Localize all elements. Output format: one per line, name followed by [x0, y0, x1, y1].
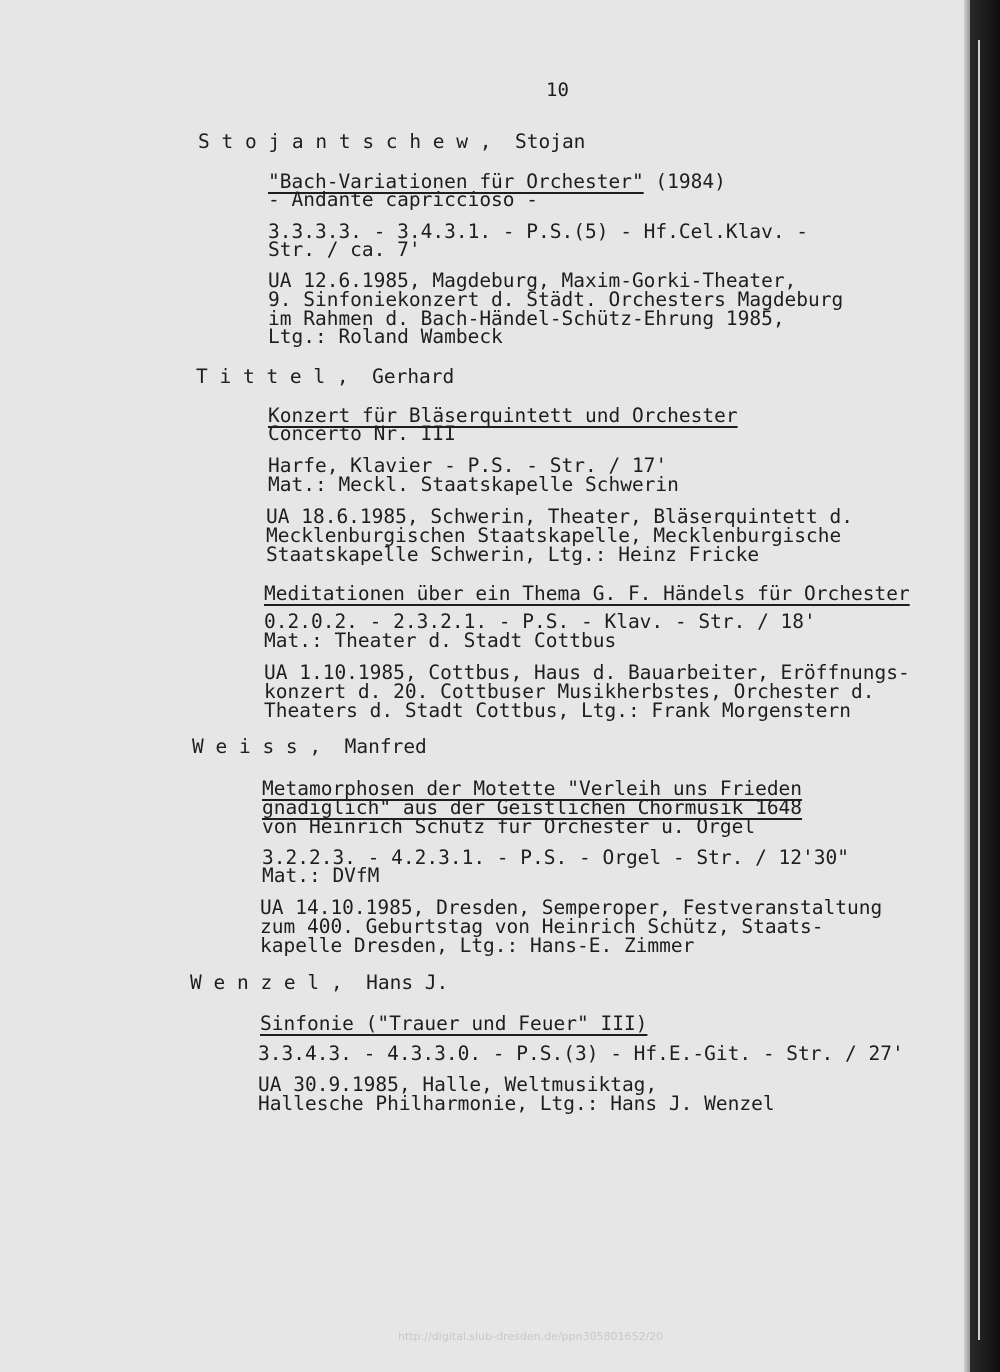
premiere-line: UA 14.10.1985, Dresden, Semperoper, Festveranstaltung	[260, 896, 883, 919]
premiere-line: Theaters d. Stadt Cottbus, Ltg.: Frank Morgenstern	[264, 699, 851, 722]
premiere-line: zum 400. Geburtstag von Heinrich Schütz, Staats-	[260, 915, 824, 938]
instrumentation-line: 3.3.3.3. - 3.4.3.1. - P.S.(5) - Hf.Cel.Klav. -	[268, 220, 809, 243]
work-title: Sinfonie ("Trauer und Feuer" III)	[260, 1012, 648, 1035]
instrumentation-line: Str. / ca. 7'	[268, 238, 421, 261]
instrumentation-line: 3.3.4.3. - 4.3.3.0. - P.S.(3) - Hf.E.-Git. - Str. / 27'	[258, 1042, 904, 1065]
book-edge	[970, 0, 1000, 1372]
work-subtitle: - Andante capriccioso -	[268, 188, 539, 211]
work-title: Metamorphosen der Motette "Verleih uns Frieden	[262, 777, 803, 800]
instrumentation-line: Mat.: Theater d. Stadt Cottbus	[264, 629, 617, 652]
work-title-text: "Bach-Variationen für Orchester"	[268, 170, 644, 193]
composer-name: T i t t e l , Gerhard	[196, 365, 455, 388]
composer-name: W e i s s , Manfred	[192, 735, 427, 758]
premiere-line: UA 1.10.1985, Cottbus, Haus d. Bauarbeiter, Eröffnungs-	[264, 661, 910, 684]
composer-name: W e n z e l , Hans J.	[190, 971, 449, 994]
work-title-cont: gnädiglich" aus der Geistlichen Chormusik 1648	[262, 796, 803, 819]
premiere-line: Mecklenburgischen Staatskapelle, Mecklenburgische	[266, 524, 842, 547]
book-edge-highlight	[978, 40, 980, 1340]
instrumentation-line: Mat.: Meckl. Staatskapelle Schwerin	[268, 473, 679, 496]
premiere-line: 9. Sinfoniekonzert d. Städt. Orchesters Magdeburg	[268, 288, 844, 311]
work-title: Konzert für Bläserquintett und Orchester	[268, 404, 738, 427]
composer-name: S t o j a n t s c h e w , Stojan	[198, 130, 586, 153]
premiere-line: UA 12.6.1985, Magdeburg, Maxim-Gorki-Theater,	[268, 269, 797, 292]
work-subtitle: Concerto Nr. III	[268, 422, 456, 445]
premiere-line: Hallesche Philharmonie, Ltg.: Hans J. Wenzel	[258, 1092, 775, 1115]
instrumentation-line: 0.2.0.2. - 2.3.2.1. - P.S. - Klav. - Str. / 18'	[264, 610, 816, 633]
premiere-line: UA 18.6.1985, Schwerin, Theater, Bläserquintett d.	[266, 505, 853, 528]
instrumentation-line: 3.2.2.3. - 4.2.3.1. - P.S. - Orgel - Str. / 12'30"	[262, 846, 849, 869]
premiere-line: kapelle Dresden, Ltg.: Hans-E. Zimmer	[260, 934, 695, 957]
instrumentation-line: Harfe, Klavier - P.S. - Str. / 17'	[268, 454, 668, 477]
page-number: 10	[546, 79, 569, 101]
premiere-line: konzert d. 20. Cottbuser Musikherbstes, Orchester d.	[264, 680, 875, 703]
work-title: Meditationen über ein Thema G. F. Händels für Orchester	[264, 582, 910, 605]
premiere-line: Ltg.: Roland Wambeck	[268, 325, 503, 348]
premiere-line: UA 30.9.1985, Halle, Weltmusiktag,	[258, 1073, 658, 1096]
source-url: http://digital.slub-dresden.de/ppn305801652/20	[398, 1330, 664, 1343]
instrumentation-line: Mat.: DVfM	[262, 864, 380, 887]
work-subtitle: von Heinrich Schütz für Orchester u. Orgel	[262, 815, 756, 838]
work-year: (1984)	[643, 170, 726, 193]
premiere-line: im Rahmen d. Bach-Händel-Schütz-Ehrung 1985,	[268, 307, 785, 330]
premiere-line: Staatskapelle Schwerin, Ltg.: Heinz Fricke	[266, 543, 760, 566]
